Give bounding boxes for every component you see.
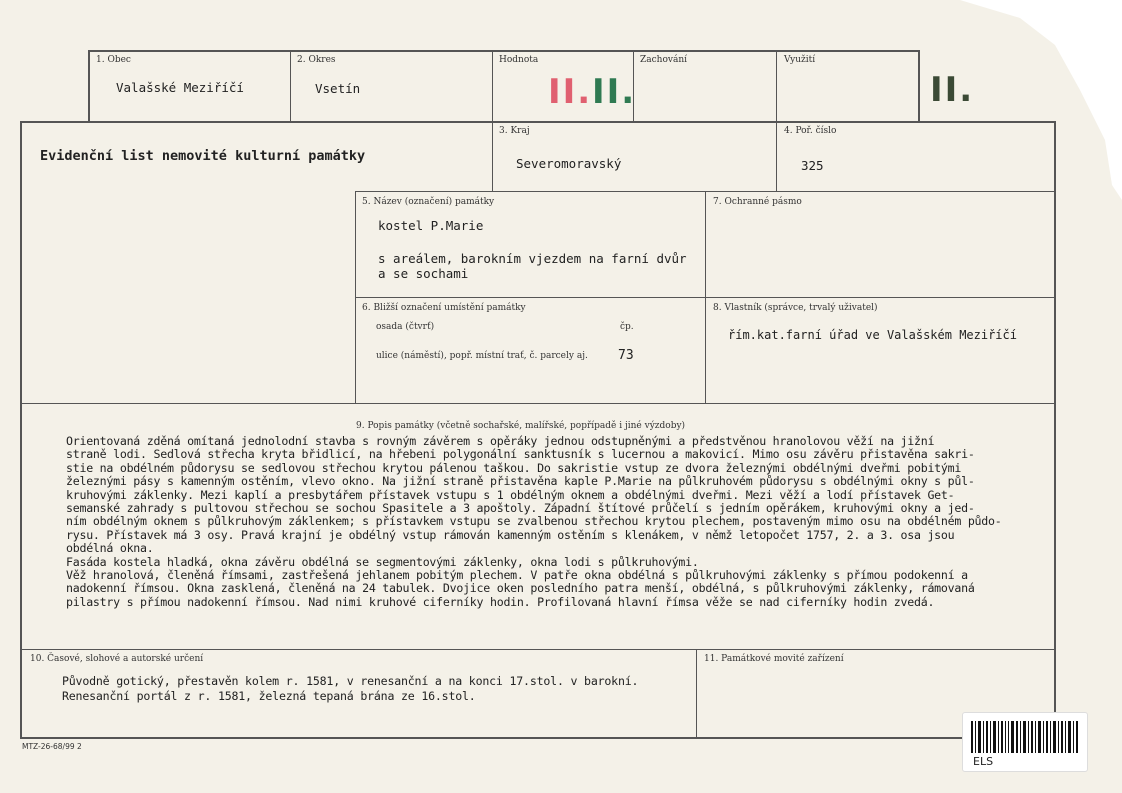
rule: [20, 121, 1056, 123]
popis-line: kruhovými záklenky. Mezi kaplí a presbytářem přístavek vstupu s 1 obdélným oknem a obdélnými dveřmi. Mezi věží a lodí přístavek Get-: [66, 487, 955, 502]
popis-line: stie na obdélném půdorysu se sedlovou střechou krytou pálenou taškou. Do sakristie vstup ze dvora železnými obdélnými dveřmi pobitými: [66, 460, 962, 475]
popis-line: Fasáda kostela hladká, okna závěru obdélná se segmentovými záklenky, okna lodi s půlkruhovými.: [66, 554, 699, 569]
popis-line: Orientovaná zděná omítaná jednolodní stavba s rovným závěrem s opěráky jednou odstupněnými a předstvěnou hranolovou věží na jižní: [66, 434, 935, 448]
popis-line: Věž hranolová, členěná římsami, zastřešená jehlanem pobitým plechem. V patře okna obdélná s půlkruhovými záklenky s přímou podokenní a: [66, 568, 968, 583]
vyuziti-label: Využití: [784, 55, 816, 65]
hodnota-stamp-red: II.: [548, 72, 593, 112]
hodnota-stamp-green: II.: [592, 72, 637, 112]
por-cislo-value: 325: [801, 158, 824, 173]
hodnota-label: Hodnota: [499, 55, 539, 65]
parcela-value: 73: [618, 348, 634, 363]
corner-stamp: II.: [930, 70, 975, 110]
vlastnik-label: 8. Vlastník (správce, trvalý uživatel): [713, 303, 878, 313]
nazev-line3: a se sochami: [378, 266, 469, 281]
popis-line: rysu. Přístavek má 3 osy. Pravá krajní je obdélný vstup rámován kamenným ostěním s klenákem, v němž letopočet 1757, 2. a 3. osa jsou: [66, 527, 955, 542]
barcode-text: ELS: [973, 755, 994, 768]
barcode-icon: [971, 721, 1079, 753]
cp-label: čp.: [620, 322, 634, 332]
popis-text: [66, 435, 1076, 609]
popis-label: 9. Popis památky (včetně sochařské, malířské, popřípadě i jiné výzdoby): [356, 421, 686, 431]
rule: [290, 50, 291, 122]
ulice-label: ulice (náměstí), popř. místní trať, č. parcely aj.: [376, 351, 588, 361]
popis-line: železnými pásy s kamenným ostěním, vlevo okno. Na jižní straně přistavěna kaple P.Marie na půlkruhovém půdorysu s obdélnými okny s půl-: [66, 474, 975, 489]
rule: [492, 121, 493, 192]
umisteni-label: 6. Bližší označení umístění památky: [362, 303, 526, 313]
kraj-value: Severomoravský: [516, 156, 622, 171]
rule: [776, 121, 777, 192]
okres-value: Vsetín: [315, 81, 361, 96]
urceni-line: Renesanční portál z r. 1581, železná tepaná brána ze 16.stol.: [62, 689, 476, 703]
urceni-line: Původně gotický, přestavěn kolem r. 1581, v renesanční a na konci 17.stol. v barokní.: [62, 674, 639, 688]
rule: [355, 297, 1055, 298]
rule: [696, 649, 697, 738]
vlastnik-value: řím.kat.farní úřad ve Valašském Meziříčí: [728, 328, 1017, 342]
popis-line: obdélná okna.: [66, 541, 154, 556]
nazev-line2: s areálem, barokním vjezdem na farní dvůr: [378, 251, 687, 266]
obec-value: Valašské Meziříčí: [116, 80, 244, 95]
rule: [20, 737, 1056, 739]
rule: [20, 403, 1056, 404]
popis-line: ním obdélným oknem s půlkruhovým záklenkem; s přístavkem vstupu se zvalbenou střechou krytou plechem, postaveným mimo osu na obdélném půdo-: [66, 514, 1002, 529]
rule: [88, 50, 90, 122]
nazev-line1: kostel P.Marie: [378, 218, 484, 233]
okres-label: 2. Okres: [297, 55, 336, 65]
rule: [1054, 121, 1056, 739]
obec-label: 1. Obec: [96, 55, 131, 65]
rule: [492, 50, 493, 122]
nazev-label: 5. Název (označení) památky: [362, 197, 495, 207]
barcode-label: [962, 712, 1088, 772]
urceni-text: [62, 674, 638, 704]
movite-zarizeni-label: 11. Památkové movité zařízení: [704, 654, 844, 664]
urceni-label: 10. Časové, slohové a autorské určení: [30, 654, 204, 664]
form-title: Evidenční list nemovité kulturní památky: [40, 148, 366, 164]
popis-line: semanské zahrady s pultovou střechou se sochou Spasitele a 3 apoštoly. Západní štítové průčelí s jedním opěrákem, kruhovými okny a jed-: [66, 501, 975, 516]
rule: [20, 649, 1056, 650]
kraj-label: 3. Kraj: [499, 126, 530, 136]
rule: [918, 50, 920, 122]
zachovani-label: Zachování: [640, 55, 687, 65]
ochranne-pasmo-label: 7. Ochranné pásmo: [713, 197, 802, 207]
osada-label: osada (čtvrť): [376, 322, 435, 332]
rule: [20, 121, 22, 739]
popis-line: nadokenní římsou. Okna zasklená, členěná na 24 tabulek. Dvojice oken posledního patra menší, obdélná, s půlkruhovými záklenky, rámovaná: [66, 581, 975, 596]
torn-corner: [960, 0, 1122, 200]
popis-line: pilastry s přímou nadokenní římsou. Nad nimi kruhové ciferníky hodin. Profilovaná hlavní římsa věže se nad ciferníky hodin zvedá.: [66, 594, 935, 609]
por-cislo-label: 4. Poř. číslo: [784, 126, 837, 136]
footer-code: MTZ-26-68/99 2: [22, 742, 82, 751]
popis-line: straně lodi. Sedlová střecha kryta břidlicí, na hřebeni polygonální sanktusník s lucernou a makovicí. Mimo osu závěru přistavěna sakri-: [66, 447, 975, 462]
rule: [88, 50, 920, 52]
rule: [776, 50, 777, 122]
